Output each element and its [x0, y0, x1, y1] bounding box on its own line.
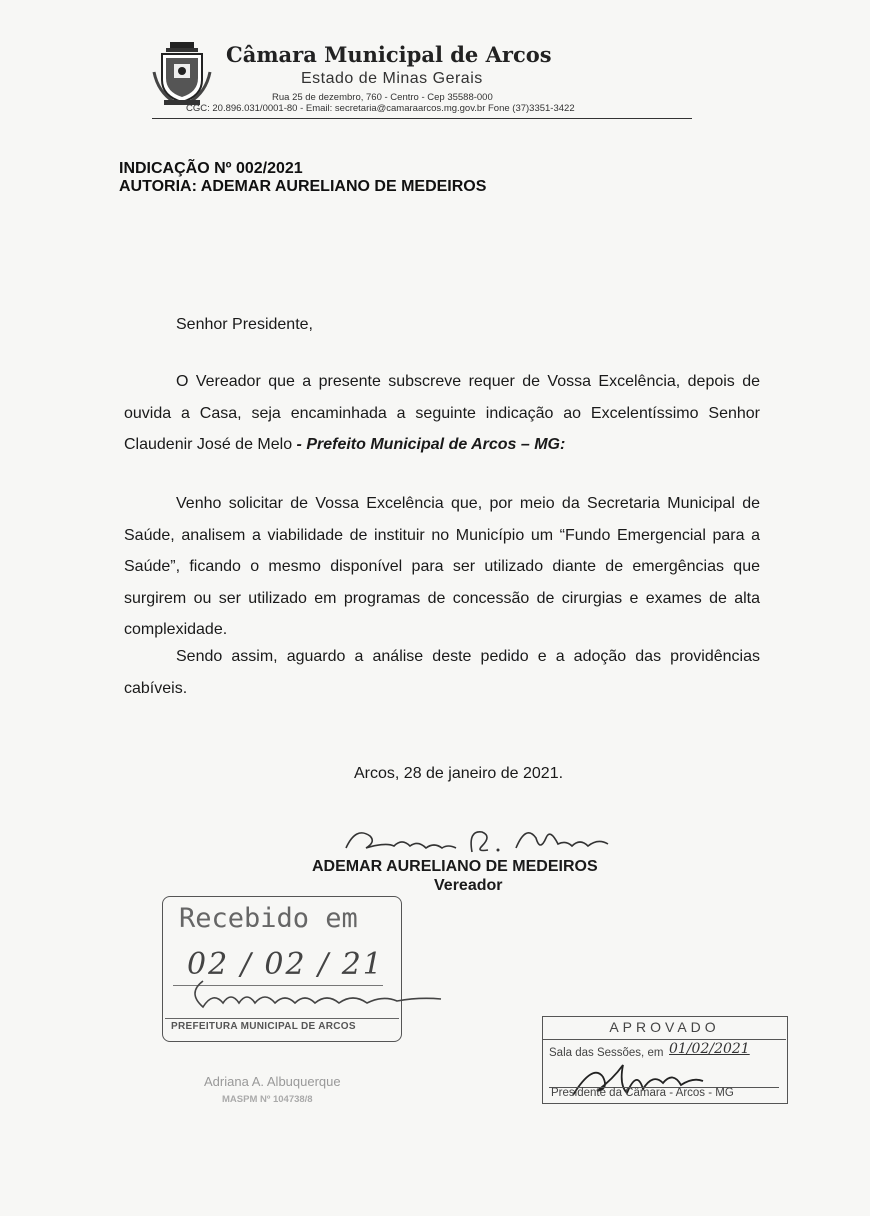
paragraph-request [124, 366, 760, 461]
council-address: Rua 25 de dezembro, 760 - Centro - Cep 35588-000 [272, 92, 493, 103]
indicacao-author: AUTORIA: ADEMAR AURELIANO DE MEDEIROS [119, 178, 487, 195]
indicacao-title: INDICAÇÃO Nº 002/2021 [119, 160, 303, 177]
clerk-registration: MASPM Nº 104738/8 [222, 1094, 313, 1105]
recipient-title: - Prefeito Municipal de Arcos – MG: [296, 436, 566, 453]
clerk-name: Adriana A. Albuquerque [204, 1074, 341, 1089]
paragraph-closing: Sendo assim, aguardo a análise deste pedido e a adoção das providências cabíveis. [124, 648, 760, 697]
paragraph-request-text: O Vereador que a presente subscreve requer de Vossa Excelência, depois de ouvida a Casa, seja encaminhada a seguinte indicação ao Excelentíssimo Senhor Claudenir José de Melo [124, 373, 760, 453]
receiver-signature [183, 973, 453, 1013]
signatory-role: Vereador [434, 877, 503, 894]
salutation: Senhor Presidente, [176, 316, 313, 333]
state-name: Estado de Minas Gerais [301, 70, 483, 87]
approved-session-date: 01/02/2021 [669, 1041, 750, 1057]
paragraph-solicitation: Venho solicitar de Vossa Excelência que, por meio da Secretaria Municipal de Saúde, analisem a viabilidade de instituir no Município um “Fundo Emergencial para a Saúde”, ficando o mesmo disponível para ser utilizado diante de emergências que surgirem ou ser utilizado em programas de concessão de cirurgias e exames de alta complexidade. [124, 495, 760, 638]
council-name: Câmara Municipal de Arcos [226, 42, 552, 67]
council-contact: CGC: 20.896.031/0001-80 - Email: secretaria@camaraarcos.mg.gov.br Fone (37)3351-3422 [186, 103, 575, 114]
municipal-coat-of-arms-icon [152, 42, 212, 106]
approved-stamp-divider [543, 1039, 786, 1040]
received-stamp-footer: PREFEITURA MUNICIPAL DE ARCOS [171, 1021, 356, 1032]
received-signature-line [165, 1018, 399, 1019]
header-divider [152, 118, 692, 119]
approved-session-label: Sala das Sessões, em [549, 1047, 664, 1059]
received-stamp [162, 896, 402, 1042]
approved-stamp-heading: APROVADO [609, 1019, 720, 1035]
received-stamp-heading: Recebido em [179, 903, 358, 934]
signatory-name: ADEMAR AURELIANO DE MEDEIROS [312, 858, 598, 875]
approved-stamp-footer: Presidente da Câmara - Arcos - MG [551, 1087, 734, 1099]
approved-stamp [542, 1016, 788, 1104]
date-line: Arcos, 28 de janeiro de 2021. [354, 765, 564, 782]
received-stamp-date: 02 / 02 / 21 [187, 947, 384, 982]
